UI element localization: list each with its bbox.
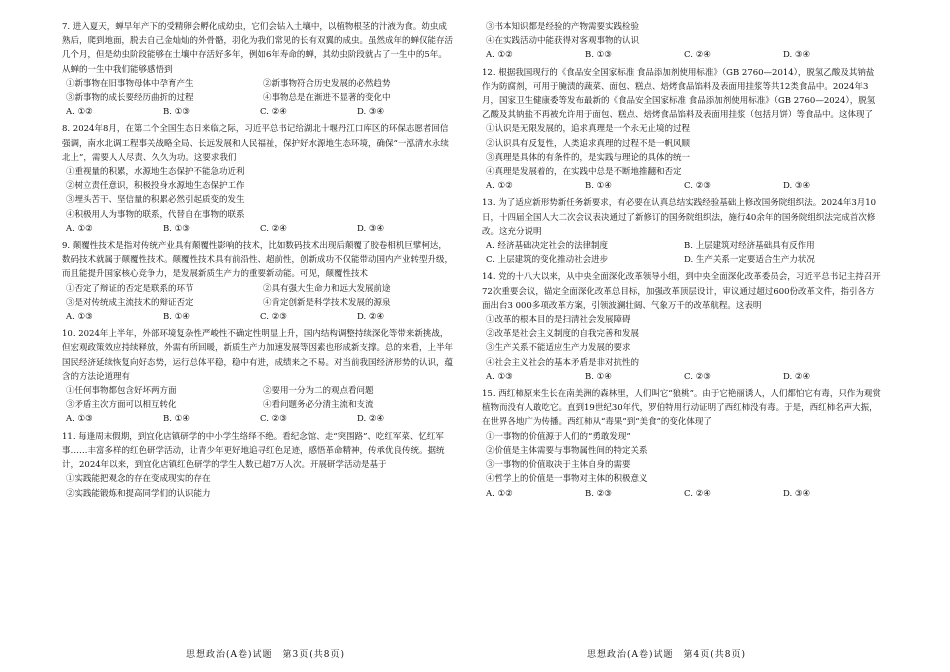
question-stem: 12. 根据我国现行的《食品安全国家标准 食品添加剂使用标准》（GB 2760—2014），脱氢乙酸及其钠盐作为防腐剂，可用于腌渍的蔬菜、面包、糕点、焙烤食品馅料及表面用挂浆等共12类食品中。2024年3月，国家卫生健康委等发布最新的《食品安全国家标准 食品添加剂使用标准》（GB 2760—2024），脱氢乙酸及其钠盐不再被允许用于面包、糕点、焙烤食品馅料及表面用挂浆（包括月饼）等食品中。这体现了	[482, 67, 876, 121]
statement: ②要用一分为二的观点看问题	[263, 386, 374, 397]
answer-options	[62, 310, 454, 324]
statement-list	[62, 282, 454, 310]
option-b: B. ①③	[163, 107, 190, 118]
answer-options	[62, 222, 454, 236]
option-a: A. ①③	[66, 414, 93, 425]
statement: ①一事物的价值源于人们的“勇敢发现”	[486, 431, 631, 442]
option-c: C. ②④	[260, 107, 287, 118]
question-stem: 7. 进入夏天，蝉早年产下的受精卵会孵化成幼虫，它们会钻入土壤中，以植物根茎的汁液为食。幼虫成熟后，爬到地面，脱去自己金灿灿的外骨骼，羽化为我们常见的长有双翼的成虫。虽然成年的蝉仅能存活几个月，但是幼虫阶段能够在土壤中存活好多年，例如6年寿命的蝉，其幼虫阶段就占了一生中的5年。从蝉的一生中我们能够感悟到	[62, 22, 454, 75]
question-11	[62, 430, 454, 501]
option-d: D. ③④	[783, 50, 811, 61]
option-c: C. ②③	[684, 371, 711, 382]
question-10	[62, 327, 454, 426]
answer-options	[62, 412, 454, 426]
option-b: B. ①③	[585, 50, 612, 61]
option-d: D. ②④	[783, 371, 811, 382]
option-c: C. 上层建筑的变化推动社会进步	[486, 255, 609, 266]
option-a: A. ①②	[486, 50, 513, 61]
statement: ④肯定创新是科学技术发展的源泉	[263, 297, 391, 308]
question-stem: 10. 2024年上半年，外部环境复杂性严峻性不确定性明显上升，国内结构调整持续深化等带来新挑战，但宏观政策效应持续释放，外需有所回暖，新质生产力加速发展等因素也形成新支撑。总的来看，上半年国民经济延续恢复向好态势，运行总体平稳，稳中有进，成绩来之不易。对当前我国经济形势的认识，蕴含的方法论道理有	[62, 329, 454, 382]
statement: ③一事物的价值取决于主体自身的需要	[486, 460, 631, 471]
statement: ②树立责任意识，积极投身水源地生态保护工作	[66, 181, 245, 192]
answer-options	[482, 487, 882, 501]
option-a: A. ①②	[486, 488, 513, 499]
question-stem: 15. 西红柿原来生长在南美洲的森林里，人们叫它“狼桃”。由于它艳丽诱人，人们都怕它有毒，只作为观赏植物而没有人敢吃它。直到19世纪30年代，罗伯特用行动证明了西红柿没有毒。于是，西红柿名声大振，在世界各地广为传播。西红柿从“毒果”到“美食”的变化体现了	[482, 389, 881, 428]
statement: ①否定了辩证的否定是联系的环节	[66, 283, 194, 294]
question-13	[482, 196, 882, 267]
statement: ③新事物的成长要经历曲折的过程	[66, 93, 194, 104]
question-12	[482, 66, 882, 194]
option-a: A. ①③	[486, 371, 513, 382]
statement: ②认识具有反复性，人类追求真理的过程不是一帆风顺	[486, 138, 691, 149]
statement: ④社会主义社会的基本矛盾是非对抗性的	[486, 357, 640, 368]
option-b: B. ②③	[585, 488, 612, 499]
option-d: D. ③④	[357, 107, 385, 118]
statement: ③书本知识都是经验的产物需要实践检验	[486, 22, 640, 32]
question-9	[62, 239, 454, 324]
statement: ③真理是具体的有条件的，是实践与理论的具体的统一	[486, 152, 691, 163]
right-column	[482, 20, 882, 504]
statement: ④事物总是在渐进不显著的变化中	[263, 93, 391, 104]
question-7	[62, 20, 454, 119]
option-d: D. ②④	[357, 414, 385, 425]
statement: ④哲学上的价值是一事物对主体的积极意义	[486, 474, 648, 485]
statement: ②价值是主体需要与事物属性间的特定关系	[486, 445, 648, 456]
option-b: B. 上层建筑对经济基础具有反作用	[684, 241, 815, 252]
option-a: A. ①②	[66, 223, 93, 234]
statement: ③生产关系不能适应生产力发展的要求	[486, 343, 631, 354]
answer-options	[482, 370, 882, 384]
statement: ①实践能把观念的存在变成现实的存在	[66, 474, 211, 485]
option-d: D. ③④	[357, 223, 385, 234]
question-stem: 13. 为了适应新形势新任务新要求，有必要在认真总结实践经验基础上修改国务院组织法。2024年3月10日，十四届全国人大二次会议表决通过了新修订的国务院组织法，施行40余年的国务院组织法完成首次修改。这充分说明	[482, 198, 877, 237]
answer-options	[62, 105, 454, 119]
option-a: A. ①②	[486, 181, 513, 192]
statement: ④在实践活动中能获得对客观事物的认识	[486, 36, 640, 47]
option-b: B. ①③	[163, 223, 190, 234]
left-column	[62, 20, 454, 504]
statement: ①改革的根本目的是扫清社会发展障碍	[486, 315, 631, 326]
question-stem: 9. 颠覆性技术是指对传统产业具有颠覆性影响的技术，比如数码技术出现后颠覆了胶卷相机巨擘柯达，数码技术就属于颠覆性技术。颠覆性技术具有前沿性、超前性，创新成功不仅能带动国内产业转型升级，而且能提升国家核心竞争力，是发展新质生产力的重要新动能。可见，颠覆性技术	[62, 241, 454, 280]
question-stem: 11. 每逢周末假期，到宜化店镇研学的中小学生络绎不绝。看纪念馆、走“突围路”、吃红军菜、忆红军事……丰富多样的红色研学活动，让青少年更好地追寻红色足迹，感悟革命精神，传承优良传统。据统计，2024年以来，到宜化店镇红色研学的学生人数已超7万人次。开展研学活动是基于	[62, 431, 445, 471]
statement-list	[62, 77, 454, 105]
statement-list	[482, 20, 882, 48]
option-c: C. ②④	[260, 223, 287, 234]
answer-options	[482, 239, 882, 267]
option-b: B. ①④	[585, 371, 612, 382]
option-c: C. ②④	[684, 50, 711, 61]
option-c: C. ②④	[684, 488, 711, 499]
option-a: A. 经济基础决定社会的法律制度	[486, 241, 609, 252]
option-b: B. ①④	[163, 312, 190, 323]
option-c: C. ②③	[684, 181, 711, 192]
option-a: A. ①②	[66, 107, 93, 118]
statement: ①新事物在旧事物母体中孕育产生	[66, 78, 194, 89]
statement: ④看问题务必分清主流和支流	[263, 400, 374, 411]
option-b: B. ①④	[585, 181, 612, 192]
page-footer-right: 思想政治(A卷)试题 第4页(共8页)	[587, 650, 746, 660]
statement: ③是对传统成主流技术的辩证否定	[66, 297, 194, 308]
statement-list	[482, 430, 882, 487]
statement: ②改革是社会主义制度的自我完善和发展	[486, 329, 640, 340]
statement: ②新事物符合历史发展的必然趋势	[263, 78, 391, 89]
answer-options	[482, 179, 882, 193]
statement: ①重视量的积累，水源地生态保护不能急功近利	[66, 167, 245, 178]
question-stem: 14. 党的十八大以来，从中央全面深化改革领导小组，到中央全面深化改革委员会，习近平总书记主持召开72次重要会议，锚定全面深化改革总目标，加强改革顶层设计，审议通过超过600份改革文件，指引各方面出台3 000多项改革方案，引领波澜壮阔、气象万千的改革航程。这表明	[482, 272, 881, 311]
page-footer-left: 思想政治(A卷)试题 第3页(共8页)	[186, 650, 345, 660]
answer-options	[482, 48, 882, 62]
question-11-continued	[482, 20, 882, 63]
option-d: D. ②④	[357, 312, 385, 323]
statement: ②实践能锻炼和提高同学们的认识能力	[66, 488, 211, 499]
question-8	[62, 122, 454, 236]
statement: ③埋头苦干、坚信量的积累必然引起质变的发生	[66, 195, 245, 206]
option-c: C. ②③	[260, 414, 287, 425]
option-b: B. ①④	[163, 414, 190, 425]
option-d: D. 生产关系一定要适合生产力状况	[684, 255, 815, 266]
statement-list	[62, 384, 454, 412]
statement: ①认识是无限发展的，追求真理是一个永无止境的过程	[486, 124, 691, 135]
statement-list	[62, 165, 454, 222]
statement: ①任何事物都包含好坏两方面	[66, 386, 177, 397]
statement-list	[482, 122, 882, 179]
option-d: D. ③④	[783, 181, 811, 192]
statement-list	[62, 472, 454, 500]
statement-list	[482, 313, 882, 370]
question-stem: 8. 2024年8月，在第二个全国生态日来临之际，习近平总书记给湖北十堰丹江口库区的环保志愿者回信强调，南水北调工程事关战略全局、长远发展和人民福祉，保护好水源地生态环境，确保“一泓清水永续北上”，需要人人尽责、久久为功。这要求我们	[62, 124, 449, 163]
question-14	[482, 270, 882, 384]
statement: ④积极用人为事物的联系，代替自在事物的联系	[66, 209, 245, 220]
question-15	[482, 387, 882, 501]
option-d: D. ③④	[783, 488, 811, 499]
statement: ②具有强大生命力和远大发展前途	[263, 283, 391, 294]
option-c: C. ②③	[260, 312, 287, 323]
statement: ③矛盾主次方面可以相互转化	[66, 400, 177, 411]
statement: ④真理是发展着的，在实践中总是不断地推翻和否定	[486, 167, 682, 178]
option-a: A. ①③	[66, 312, 93, 323]
